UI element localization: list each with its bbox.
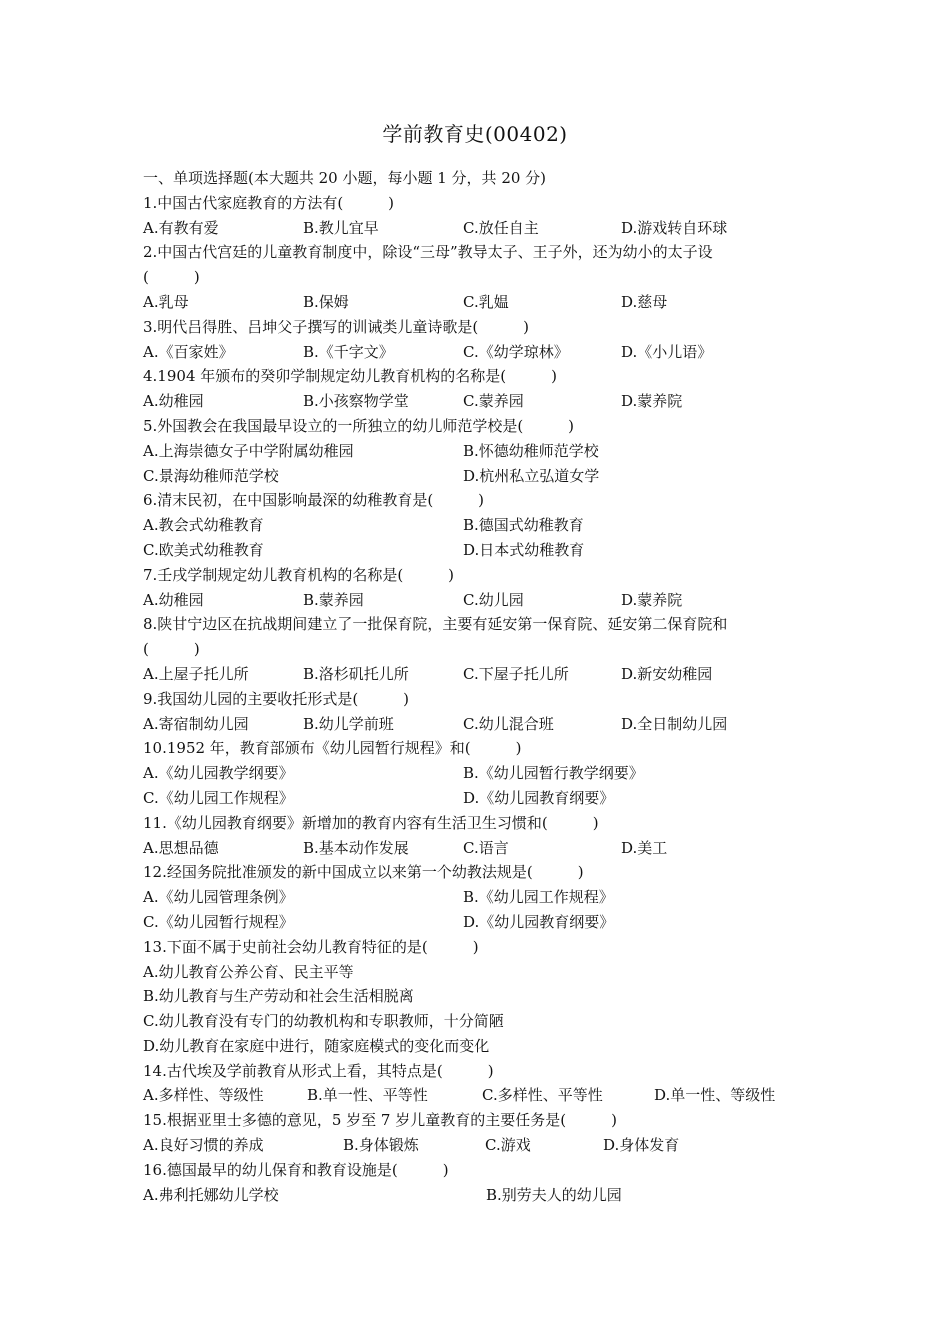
option-row xyxy=(143,786,823,811)
option-a: A.良好习惯的养成 xyxy=(143,1136,264,1155)
question-stem-continued: ( ) xyxy=(143,268,200,287)
option-b: B.《幼儿园暂行教学纲要》 xyxy=(463,764,644,783)
option-a: A.《幼儿园教学纲要》 xyxy=(143,764,294,783)
option-d: D.日本式幼稚教育 xyxy=(463,540,585,559)
option-b: B.保姆 xyxy=(303,292,349,311)
question-stem: 4.1904 年颁布的癸卯学制规定幼儿教育机构的名称是( ) xyxy=(143,367,557,386)
option-row xyxy=(143,464,823,489)
option-a: A.上屋子托儿所 xyxy=(143,664,249,683)
option-a: A.寄宿制幼儿园 xyxy=(143,714,249,733)
option-a: A.多样性、等级性 xyxy=(143,1086,264,1105)
option-b: B.怀德幼稚师范学校 xyxy=(463,441,599,460)
question-list xyxy=(143,166,823,1207)
option-a: A.弗利托娜幼儿学校 xyxy=(143,1185,279,1204)
question-stem: 16.德国最早的幼儿保育和教育设施是( ) xyxy=(143,1160,449,1179)
option-d: D.《小儿语》 xyxy=(621,342,713,361)
question-stem: 3.明代吕得胜、吕坤父子撰写的训诫类儿童诗歌是( ) xyxy=(143,317,530,336)
question-stem: 1.中国古代家庭教育的方法有( ) xyxy=(143,193,395,212)
option-d: D.新安幼稚园 xyxy=(621,664,713,683)
option-row xyxy=(143,588,823,613)
option-a: A.《幼儿园管理条例》 xyxy=(143,888,294,907)
option-d: D.慈母 xyxy=(621,292,668,311)
option-c: C.蒙养园 xyxy=(463,392,524,411)
option-d: D.《幼儿园教育纲要》 xyxy=(463,912,615,931)
option-a: A.《百家姓》 xyxy=(143,342,234,361)
option-c: C.多样性、平等性 xyxy=(482,1086,603,1105)
option-c: C.《幼学琼林》 xyxy=(463,342,569,361)
option-a: A.幼儿教育公养公育、民主平等 xyxy=(143,962,354,981)
option-row xyxy=(143,1083,823,1108)
option-d: D.杭州私立弘道女学 xyxy=(463,466,600,485)
option-a: A.幼稚园 xyxy=(143,590,204,609)
option-b: B.幼儿学前班 xyxy=(303,714,394,733)
option-a: A.教会式幼稚教育 xyxy=(143,516,264,535)
question-stem: 2.中国古代宫廷的儿童教育制度中，除设“三母”教导太子、王子外，还为幼小的太子设 xyxy=(143,243,713,262)
option-row xyxy=(143,662,823,687)
option-row xyxy=(143,389,823,414)
option-c: C.放任自主 xyxy=(463,218,539,237)
option-c: C.《幼儿园暂行规程》 xyxy=(143,912,294,931)
option-b: B.蒙养园 xyxy=(303,590,364,609)
question-stem: 9.我国幼儿园的主要收托形式是( ) xyxy=(143,689,410,708)
option-c: C.幼儿教育没有专门的幼教机构和专职教师，十分简陋 xyxy=(143,1012,504,1031)
option-c: C.下屋子托儿所 xyxy=(463,664,569,683)
option-row xyxy=(143,885,823,910)
option-b: B.别劳夫人的幼儿园 xyxy=(486,1185,622,1204)
option-c: C.欧美式幼稚教育 xyxy=(143,540,264,559)
document-title: 学前教育史(00402) xyxy=(382,122,568,146)
question-stem: 14.古代埃及学前教育从形式上看，其特点是( ) xyxy=(143,1061,494,1080)
option-b: B.幼儿教育与生产劳动和社会生活相脱离 xyxy=(143,987,414,1006)
option-b: B.洛杉矶托儿所 xyxy=(303,664,409,683)
option-d: D.身体发育 xyxy=(603,1136,680,1155)
option-b: B.教儿宜早 xyxy=(303,218,379,237)
option-a: A.幼稚园 xyxy=(143,392,204,411)
option-row xyxy=(143,290,823,315)
option-d: D.蒙养院 xyxy=(621,392,683,411)
question-stem: 6.清末民初，在中国影响最深的幼稚教育是( ) xyxy=(143,491,485,510)
question-stem: 8.陕甘宁边区在抗战期间建立了一批保育院，主要有延安第一保育院、延安第二保育院和 xyxy=(143,615,728,634)
question-stem: 5.外国教会在我国最早设立的一所独立的幼儿师范学校是( ) xyxy=(143,416,575,435)
option-c: C.景海幼稚师范学校 xyxy=(143,466,279,485)
option-a: A.乳母 xyxy=(143,292,189,311)
option-d: D.《幼儿园教育纲要》 xyxy=(463,788,615,807)
option-b: B.单一性、平等性 xyxy=(307,1086,428,1105)
option-d: D.单一性、等级性 xyxy=(654,1086,776,1105)
question-stem: 10.1952 年，教育部颁布《幼儿园暂行规程》和( ) xyxy=(143,739,522,758)
option-row xyxy=(143,910,823,935)
question-stem: 7.壬戌学制规定幼儿教育机构的名称是( ) xyxy=(143,565,455,584)
option-d: D.美工 xyxy=(621,838,668,857)
option-d: D.蒙养院 xyxy=(621,590,683,609)
option-d: D.游戏转自环球 xyxy=(621,218,728,237)
option-c: C.幼儿园 xyxy=(463,590,524,609)
section-heading: 一、单项选择题(本大题共 20 小题，每小题 1 分，共 20 分) xyxy=(143,169,547,187)
option-row xyxy=(143,836,823,861)
question-stem: 11.《幼儿园教育纲要》新增加的教育内容有生活卫生习惯和( ) xyxy=(143,813,599,832)
option-c: C.语言 xyxy=(463,838,509,857)
option-row xyxy=(143,538,823,563)
question-stem: 13.下面不属于史前社会幼儿教育特征的是( ) xyxy=(143,937,479,956)
option-b: B.基本动作发展 xyxy=(303,838,409,857)
option-row xyxy=(143,1133,823,1158)
option-c: C.幼儿混合班 xyxy=(463,714,554,733)
option-a: A.有教有爱 xyxy=(143,218,219,237)
question-stem: 15.根据亚里士多德的意见，5 岁至 7 岁儿童教育的主要任务是( ) xyxy=(143,1111,617,1130)
option-b: B.身体锻炼 xyxy=(343,1136,419,1155)
option-row xyxy=(143,712,823,737)
question-stem-continued: ( ) xyxy=(143,640,200,659)
option-row xyxy=(143,439,823,464)
option-d: D.全日制幼儿园 xyxy=(621,714,728,733)
option-b: B.《千字文》 xyxy=(303,342,394,361)
option-c: C.游戏 xyxy=(485,1136,531,1155)
option-b: B.《幼儿园工作规程》 xyxy=(463,888,614,907)
option-c: C.《幼儿园工作规程》 xyxy=(143,788,294,807)
option-row xyxy=(143,340,823,365)
option-row xyxy=(143,1183,823,1208)
option-d: D.幼儿教育在家庭中进行，随家庭模式的变化而变化 xyxy=(143,1036,490,1055)
option-a: A.思想品德 xyxy=(143,838,219,857)
option-b: B.小孩察物学堂 xyxy=(303,392,409,411)
option-c: C.乳媪 xyxy=(463,292,509,311)
option-row xyxy=(143,513,823,538)
option-row xyxy=(143,761,823,786)
option-b: B.德国式幼稚教育 xyxy=(463,516,584,535)
question-stem: 12.经国务院批准颁发的新中国成立以来第一个幼教法规是( ) xyxy=(143,863,584,882)
option-row xyxy=(143,216,823,241)
option-a: A.上海崇德女子中学附属幼稚园 xyxy=(143,441,354,460)
